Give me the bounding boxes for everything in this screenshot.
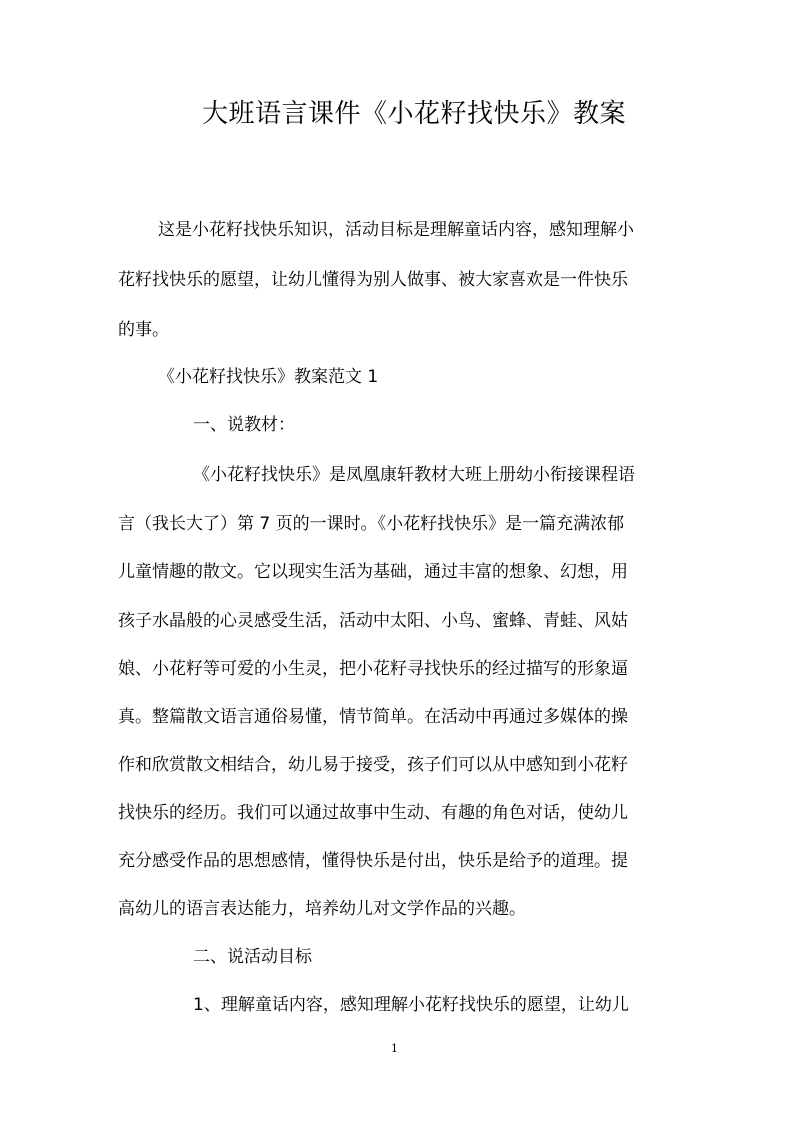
paragraph-1-line-10: 高幼儿的语言表达能力，培养幼儿对文学作品的兴趣。 — [118, 899, 526, 919]
paragraph-1-line-8: 找快乐的经历。我们可以通过故事中生动、有趣的角色对话，使幼儿 — [118, 803, 628, 823]
paragraph-1-line-2: 言（我长大了）第 7 页的一课时。《小花籽找快乐》是一篇充满浓郁 — [118, 514, 625, 534]
paragraph-1-line-3: 儿童情趣的散文。它以现实生活为基础，通过丰富的想象、幻想，用 — [118, 562, 628, 582]
heading-2: 二、说活动目标 — [193, 947, 312, 967]
goal-1: 1、理解童话内容，感知理解小花籽找快乐的愿望，让幼儿 — [193, 995, 629, 1015]
document-title: 大班语言课件《小花籽找快乐》教案 — [202, 99, 627, 129]
paragraph-1-line-4: 孩子水晶般的心灵感受生活，活动中太阳、小鸟、蜜蜂、青蛙、风姑 — [118, 611, 628, 631]
paragraph-1-line-6: 真。整篇散文语言通俗易懂，情节简单。在活动中再通过多媒体的操 — [118, 707, 628, 727]
heading-1: 一、说教材： — [193, 415, 295, 435]
paragraph-1-line-1: 《小花籽找快乐》是凤凰康轩教材大班上册幼小衔接课程语 — [193, 465, 635, 485]
section-title: 《小花籽找快乐》教案范文 1 — [158, 367, 379, 387]
intro-line-3: 的事。 — [118, 320, 169, 340]
paragraph-1-line-7: 作和欣赏散文相结合，幼儿易于接受，孩子们可以从中感知到小花籽 — [118, 755, 628, 775]
intro-line-2: 花籽找快乐的愿望，让幼儿懂得为别人做事、被大家喜欢是一件快乐 — [118, 270, 628, 290]
paragraph-1-line-5: 娘、小花籽等可爱的小生灵，把小花籽寻找快乐的经过描写的形象逼 — [118, 659, 628, 679]
intro-line-1: 这是小花籽找快乐知识，活动目标是理解童话内容，感知理解小 — [158, 220, 634, 240]
paragraph-1-line-9: 充分感受作品的思想感情，懂得快乐是付出，快乐是给予的道理。提 — [118, 851, 628, 871]
page-number: 1 — [391, 1042, 398, 1055]
